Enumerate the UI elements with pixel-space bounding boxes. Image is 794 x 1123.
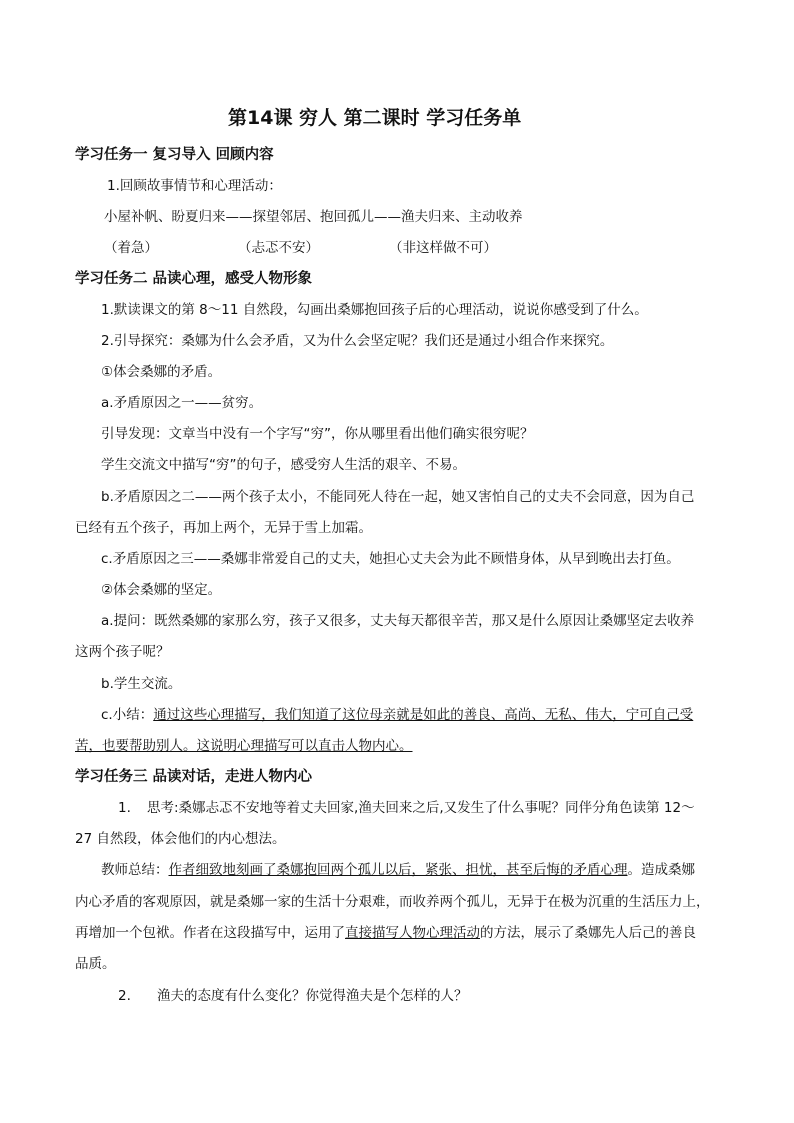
task1-heading: 学习任务一 复习导入 回顾内容 — [75, 147, 274, 163]
summary-line3-post: 的方法，展示了桑娜先人后己的善良 — [480, 925, 696, 941]
task2-heading: 学习任务二 品读心理，感受人物形象 — [75, 271, 313, 287]
task2-p3: ①体会桑娜的矛盾。 — [101, 364, 222, 380]
task3-q2: 渔夫的态度有什么变化？你觉得渔夫是个怎样的人？ — [157, 988, 468, 1004]
task3-q1-number: 1. — [118, 800, 131, 816]
task2-p5: 引导发现：文章当中没有一个字写“穷”，你从哪里看出他们确实很穷呢？ — [101, 426, 534, 442]
task2-p9: ②体会桑娜的坚定。 — [101, 582, 222, 598]
task2-p10a: a.提问：既然桑娜的家那么穷，孩子又很多，丈夫每天都很辛苦，那又是什么原因让桑娜坚定去收养 — [101, 613, 695, 629]
teacher-summary-line2: 内心矛盾的客观原因，就是桑娜一家的生活十分艰难，而收养两个孤儿，无异于在极为沉重的生活压力上， — [75, 894, 710, 910]
summary-line3-underlined: 直接描写人物心理活动 — [345, 925, 480, 941]
teacher-summary-label: 教师总结： — [101, 862, 169, 878]
task3-q2-number: 2. — [118, 988, 131, 1004]
task2-p4: a.矛盾原因之一——贫穷。 — [101, 395, 263, 411]
page-title: 第14课 穷人 第二课时 学习任务单 — [228, 107, 522, 129]
teacher-summary-line3 — [75, 924, 696, 942]
task1-item1: 1.回顾故事情节和心理活动： — [107, 178, 282, 194]
summary-underlined-1: 通过这些心理描写，我们知道了这位母亲就是如此的善良、高尚、无私、伟大，宁可自己受 — [153, 707, 694, 723]
task2-p10b: 这两个孩子呢？ — [75, 644, 170, 660]
task2-p1: 1.默读课文的第 8～11 自然段，勾画出桑娜抱回孩子后的心理活动，说说你感受到了什么。 — [101, 302, 648, 318]
task2-p7a: b.矛盾原因之二——两个孩子太小，不能同死人待在一起，她又害怕自己的丈夫不会同意，因为自己 — [101, 489, 695, 505]
task1-plot: 小屋补帆、盼夏归来——探望邻居、抱回孤儿——渔夫归来、主动收养 — [104, 209, 523, 225]
task3-q1b: 27 自然段，体会他们的内心想法。 — [75, 831, 286, 847]
task2-summary-line1 — [101, 706, 693, 724]
task3-q1a: 思考:桑娜忐忑不安地等着丈夫回家,渔夫回来之后,又发生了什么事呢？同伴分角色读第 12～ — [147, 800, 695, 816]
teacher-summary-line1 — [101, 861, 695, 879]
task2-p6: 学生交流文中描写“穷”的句子，感受穷人生活的艰辛、不易。 — [101, 457, 466, 473]
task2-summary-line2: 苦，也要帮助别人。这说明心理描写可以直击人物内心。 — [75, 738, 413, 754]
task2-p8: c.矛盾原因之三——桑娜非常爱自己的丈夫，她担心丈夫会为此不顾惜身体，从早到晚出去打鱼。 — [101, 551, 680, 567]
task2-p11: b.学生交流。 — [101, 676, 182, 692]
summary-label: c.小结： — [101, 707, 154, 723]
feeling-uneasy: （忐忑不安） — [238, 240, 319, 256]
task2-p7b: 已经有五个孩子，再加上两个，无异于雪上加霜。 — [75, 520, 372, 536]
summary-line3-pre: 再增加一个包袱。作者在这段描写中，运用了 — [75, 925, 345, 941]
task3-heading: 学习任务三 品读对话，走进人物内心 — [75, 769, 313, 785]
teacher-summary-underlined: 作者细致地刻画了桑娜抱回两个孤儿以后，紧张、担忧，甚至后悔的矛盾心理 — [168, 862, 628, 878]
feeling-anxious: （着急） — [104, 240, 158, 256]
teacher-summary-tail: 。造成桑娜 — [627, 862, 695, 878]
teacher-summary-line4: 品质。 — [75, 956, 116, 972]
feeling-must: （非这样做不可） — [389, 240, 497, 256]
task2-p2: 2.引导探究：桑娜为什么会矛盾，又为什么会坚定呢？我们还是通过小组合作来探究。 — [101, 333, 614, 349]
